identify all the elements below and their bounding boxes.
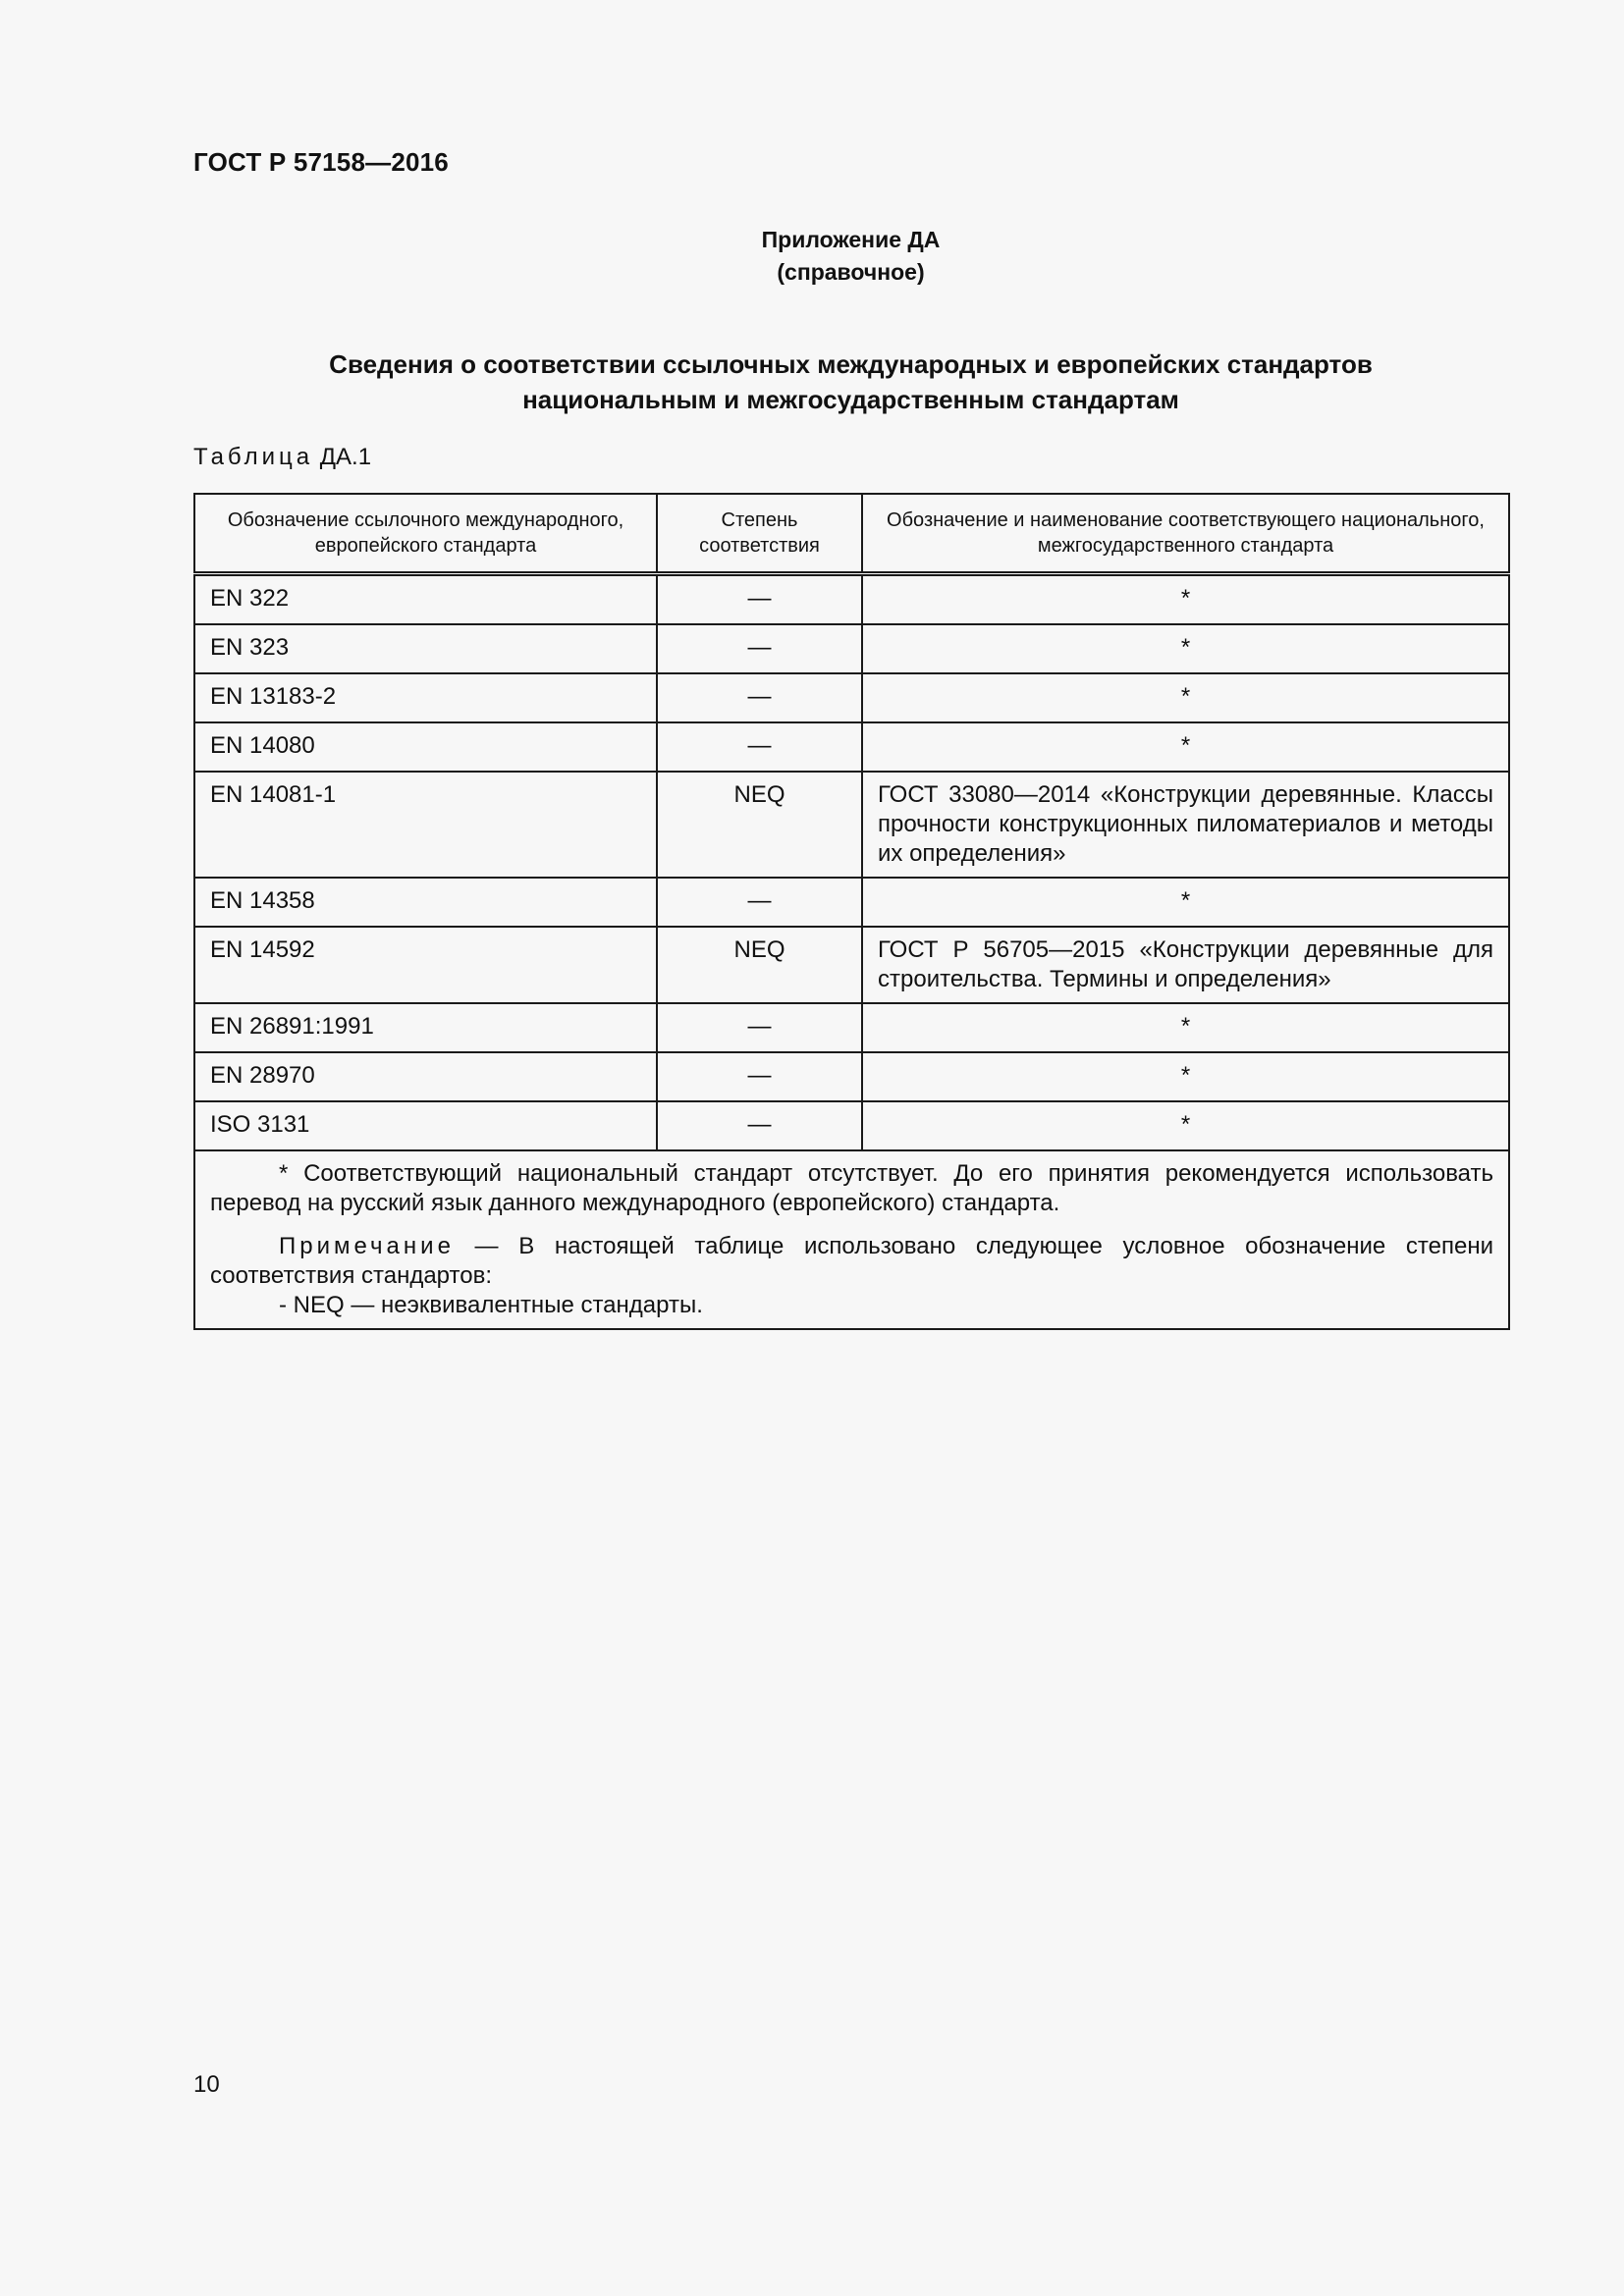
cell-reference: EN 14080	[194, 722, 657, 772]
cell-reference: EN 14081-1	[194, 772, 657, 878]
appendix-label: Приложение ДА	[761, 227, 941, 252]
table-footnote-cell	[194, 1150, 1509, 1329]
section-title-line-2: национальным и межгосударственным стандартам	[522, 385, 1179, 414]
cell-national: *	[862, 1101, 1509, 1150]
table-caption	[193, 444, 371, 471]
cell-degree: NEQ	[657, 927, 862, 1003]
cell-degree: —	[657, 1003, 862, 1052]
cell-national: *	[862, 624, 1509, 673]
table-row	[194, 1003, 1509, 1052]
table-row	[194, 722, 1509, 772]
table-footnote: * Соответствующий национальный стандарт отсутствует. До его принятия рекомендуется использовать перевод на русский язык данного международного (европейского) стандарта.	[210, 1160, 1493, 1216]
cell-degree: —	[657, 1101, 862, 1150]
document-code: ГОСТ Р 57158—2016	[193, 147, 449, 177]
table-footnote-row	[194, 1150, 1509, 1329]
appendix-heading	[0, 224, 1624, 289]
cell-reference: EN 14358	[194, 878, 657, 927]
table-row	[194, 574, 1509, 625]
section-title	[193, 347, 1508, 417]
header-national-standard: Обозначение и наименование соответствующего национального, межгосударственного стандарта	[862, 494, 1509, 574]
table-caption-number: ДА.1	[319, 444, 372, 470]
cell-national: *	[862, 1003, 1509, 1052]
table-note-text: — В настоящей таблице использовано следующее условное обозначение степени соответствия стандартов:	[210, 1233, 1493, 1289]
cell-reference: EN 28970	[194, 1052, 657, 1101]
cell-national: *	[862, 673, 1509, 722]
table-row	[194, 624, 1509, 673]
table-note-item: - NEQ — неэквивалентные стандарты.	[279, 1292, 703, 1318]
cell-national: *	[862, 574, 1509, 625]
page-number: 10	[193, 2071, 220, 2098]
cell-reference: ISO 3131	[194, 1101, 657, 1150]
cell-degree: —	[657, 624, 862, 673]
table-row	[194, 772, 1509, 878]
table-row	[194, 1052, 1509, 1101]
table-row	[194, 878, 1509, 927]
cell-degree: —	[657, 673, 862, 722]
section-title-line-1: Сведения о соответствии ссылочных международных и европейских стандартов	[329, 349, 1373, 379]
table-caption-word: Таблица	[193, 444, 314, 470]
cell-degree: —	[657, 1052, 862, 1101]
cell-reference: EN 323	[194, 624, 657, 673]
cell-degree: NEQ	[657, 772, 862, 878]
table-row	[194, 673, 1509, 722]
cell-degree: —	[657, 722, 862, 772]
cell-national: ГОСТ Р 56705—2015 «Конструкции деревянные для строительства. Термины и определения»	[862, 927, 1509, 1003]
header-reference-standard: Обозначение ссылочного международного, европейского стандарта	[194, 494, 657, 574]
cell-national: *	[862, 1052, 1509, 1101]
table-row	[194, 1101, 1509, 1150]
cell-degree: —	[657, 878, 862, 927]
cell-reference: EN 13183-2	[194, 673, 657, 722]
cell-national: *	[862, 722, 1509, 772]
header-degree-of-conformity: Степень соответствия	[657, 494, 862, 574]
cell-national: ГОСТ 33080—2014 «Конструкции деревянные. Классы прочности конструкционных пиломатериалов и методы их определения»	[862, 772, 1509, 878]
standards-table	[193, 493, 1510, 1330]
table-row	[194, 927, 1509, 1003]
cell-reference: EN 14592	[194, 927, 657, 1003]
table-header-row	[194, 494, 1509, 574]
table-note	[210, 1232, 1493, 1291]
cell-degree: —	[657, 574, 862, 625]
cell-national: *	[862, 878, 1509, 927]
cell-reference: EN 26891:1991	[194, 1003, 657, 1052]
cell-reference: EN 322	[194, 574, 657, 625]
table-note-label: Примечание	[279, 1233, 455, 1259]
appendix-kind: (справочное)	[777, 259, 925, 285]
